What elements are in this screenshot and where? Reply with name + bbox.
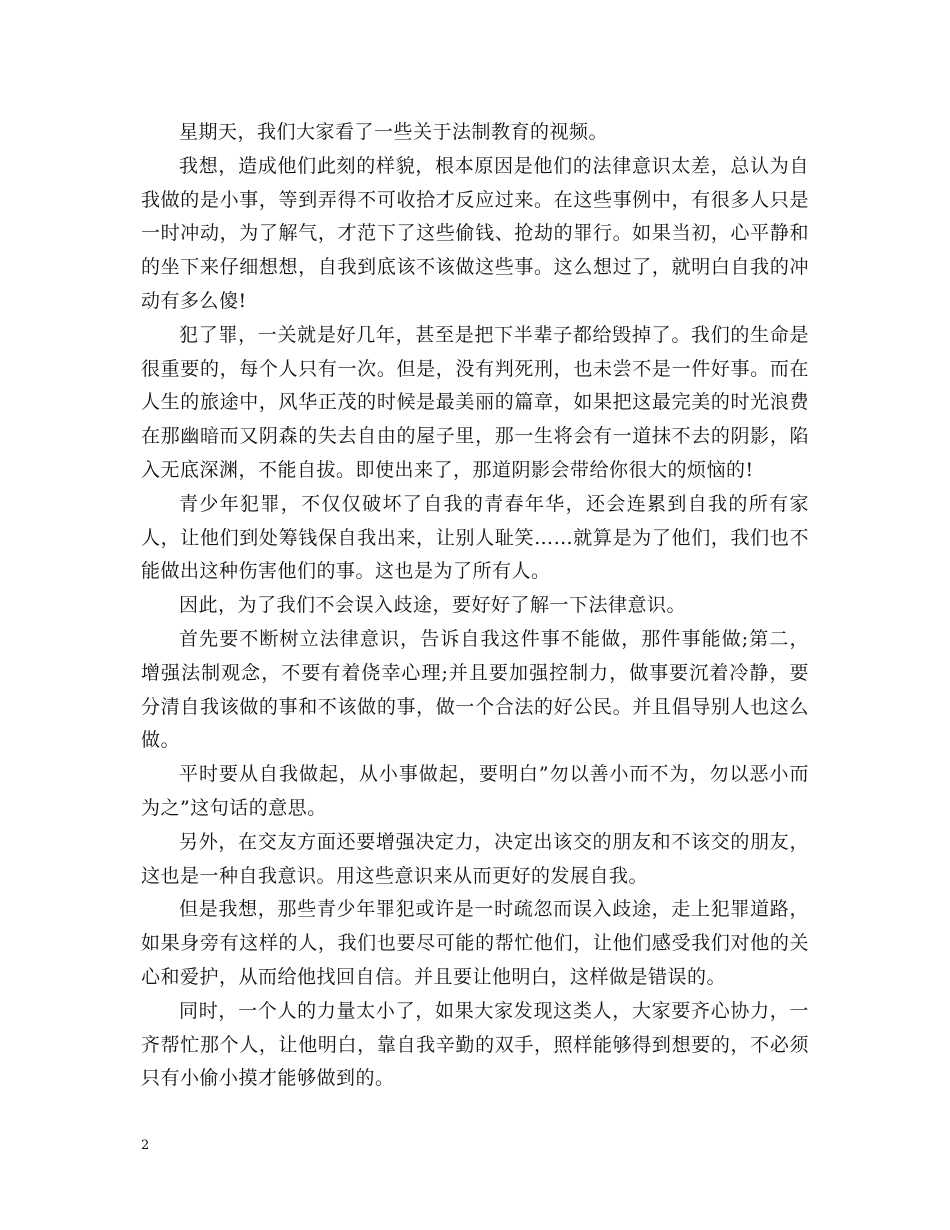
paragraph: 我想，造成他们此刻的样貌，根本原因是他们的法律意识太差，总认为自我做的是小事，等到弄得不可收拾才反应过来。在这些事例中，有很多人只是一时冲动，为了解气，才范下了这些偷钱、抢劫的罪行。如果当初，心平静和的坐下来仔细想想，自我到底该不该做这些事。这么想过了，就明白自我的冲动有多么傻! (141, 154, 809, 312)
paragraph: 星期天，我们大家看了一些关于法制教育的视频。 (179, 121, 609, 143)
paragraph: 首先要不断树立法律意识，告诉自我这件事不能做，那件事能做;第二，增强法制观念，不要有着侥幸心理;并且要加强控制力，做事要沉着冷静，要分清自我该做的事和不该做的事，做一个合法的好公民。并且倡导别人也这么做。 (141, 627, 809, 752)
paragraph: 犯了罪，一关就是好几年，甚至是把下半辈子都给毁掉了。我们的生命是很重要的，每个人只有一次。但是，没有判死刑，也未尝不是一件好事。而在人生的旅途中，风华正茂的时候是最美丽的篇章，如果把这最完美的时光浪费在那幽暗而又阴森的失去自由的屋子里，那一生将会有一道抹不去的阴影，陷入无底深渊，不能自拔。即使出来了，那道阴影会带给你很大的烦恼的! (141, 323, 809, 481)
paragraph: 青少年犯罪，不仅仅破坏了自我的青春年华，还会连累到自我的所有家人，让他们到处筹钱保自我出来，让别人耻笑……就算是为了他们，我们也不能做出这种伤害他们的事。这也是为了所有人。 (141, 492, 809, 583)
page-number: 2 (141, 1138, 150, 1153)
body-text (141, 116, 809, 1096)
paragraph: 因此，为了我们不会误入歧途，要好好了解一下法律意识。 (179, 594, 687, 617)
paragraph: 但是我想，那些青少年罪犯或许是一时疏忽而误入歧途，走上犯罪道路，如果身旁有这样的人，我们也要尽可能的帮忙他们，让他们感受我们对他的关心和爱护，从而给他找回自信。并且要让他明白，这样做是错误的。 (141, 898, 809, 988)
paragraph: 同时，一个人的力量太小了，如果大家发现这类人，大家要齐心协力，一齐帮忙那个人，让他明白，靠自我辛勤的双手，照样能够得到想要的，不必须只有小偷小摸才能够做到的。 (141, 999, 809, 1090)
paragraph: 另外，在交友方面还要增强决定力，决定出该交的朋友和不该交的朋友，这也是一种自我意识。用这些意识来从而更好的发展自我。 (141, 830, 809, 887)
paragraph: 平时要从自我做起，从小事做起，要明白”勿以善小而不为，勿以恶小而为之”这句话的意思。 (141, 763, 809, 819)
